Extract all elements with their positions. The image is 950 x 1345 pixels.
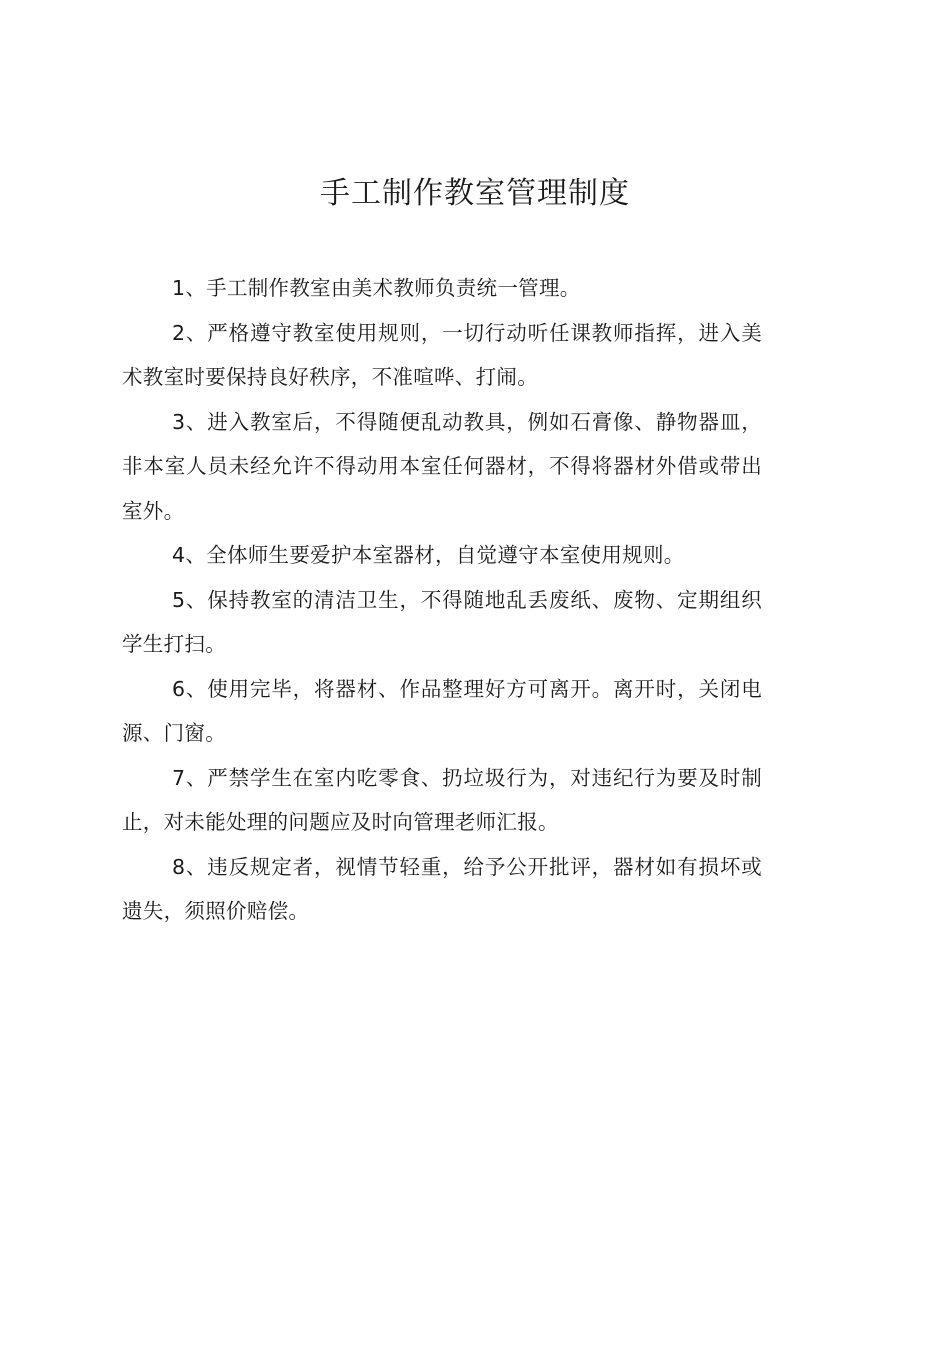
rule-item-3: 3、进入教室后，不得随便乱动教具，例如石膏像、静物器皿，非本室人员未经允许不得动用本室任何器材，不得将器材外借或带出室外。 — [122, 409, 762, 523]
document-title: 手工制作教室管理制度 — [320, 176, 630, 211]
rule-item-1: 1、手工制作教室由美术教师负责统一管理。 — [172, 276, 581, 300]
rule-item-5: 5、保持教室的清洁卫生，不得随地乱丢废纸、废物、定期组织学生打扫。 — [122, 587, 762, 656]
rule-item-4: 4、全体师生要爱护本室器材，自觉遵守本室使用规则。 — [172, 543, 685, 567]
rule-item-8: 8、违反规定者，视情节轻重，给予公开批评，器材如有损坏或遗失，须照价赔偿。 — [122, 854, 762, 923]
rules-list — [122, 266, 762, 934]
rule-item-2: 2、严格遵守教室使用规则，一切行动听任课教师指挥，进入美术教室时要保持良好秩序，不准喧哗、打闹。 — [122, 320, 762, 389]
rule-item-7: 7、严禁学生在室内吃零食、扔垃圾行为，对违纪行为要及时制止，对未能处理的问题应及时向管理老师汇报。 — [122, 765, 762, 834]
rule-item-6: 6、使用完毕，将器材、作品整理好方可离开。离开时，关闭电源、门窗。 — [122, 676, 762, 745]
